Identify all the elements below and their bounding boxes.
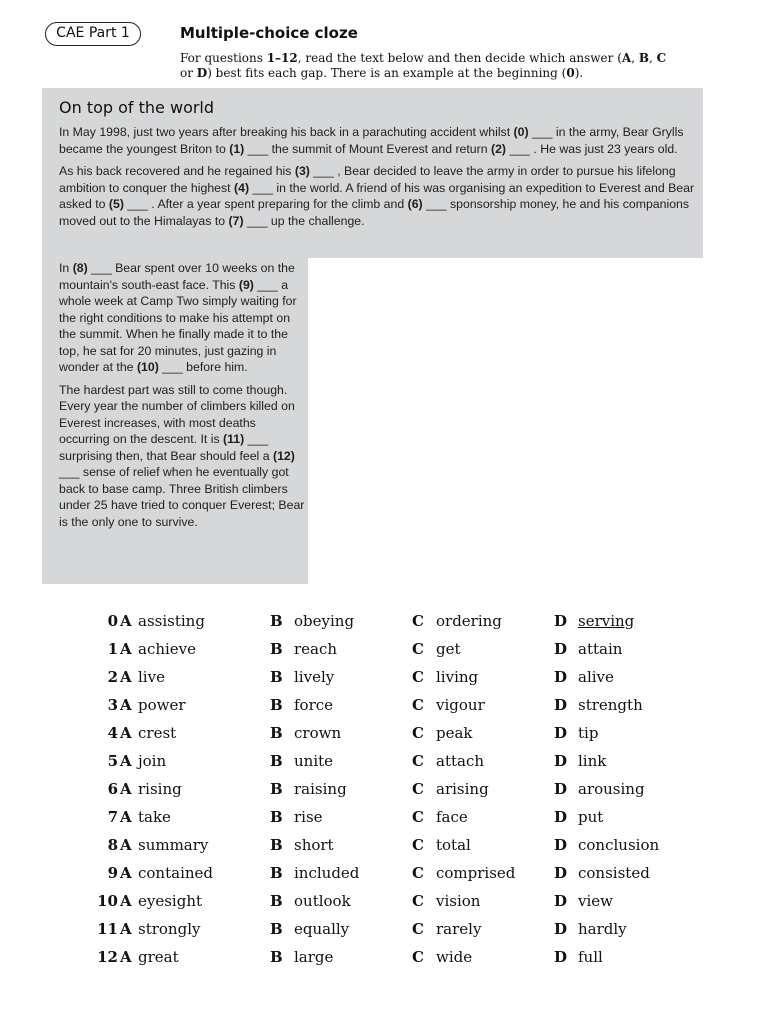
option-c: total [436,836,471,854]
gap-5: (5) [108,197,124,211]
option-letter-d: D [554,640,568,658]
passage-paragraph-2: As his back recovered and he regained his (3) ___ , Bear decided to leave the army in order to pursue his lifelong ambition to conquer the highest (4) ___ in the world. A friend of his was organising an expedition to Everest and Bear asked to (5) ___ . After a year spent preparing for the climb and (6) ___ sponsorship money, he and his companions moved out to the Himalayas to (7) ___ up the challenge. [59,164,695,228]
option-row-2 [90,668,690,696]
option-c: peak [436,724,473,742]
option-letter-d: D [554,920,568,938]
option-d: arousing [578,780,645,798]
option-letter-a: A [120,920,132,938]
option-letter-c: C [412,864,424,882]
option-letter-b: B [270,612,283,630]
option-b: rise [294,808,323,826]
option-letter-c: C [412,612,424,630]
option-letter-b: B [270,892,283,910]
question-number: 1 [107,640,118,658]
option-row-7 [90,808,690,836]
option-letter-d: D [554,864,568,882]
option-letter-b: B [270,808,283,826]
option-letter-a: A [120,696,132,714]
option-letter-b: B [270,640,283,658]
option-row-5 [90,752,690,780]
option-c: living [436,668,479,686]
option-b: force [294,696,334,714]
option-letter-c: C [412,780,424,798]
option-letter-a: A [120,808,132,826]
option-d: attain [578,640,623,658]
option-d: put [578,808,604,826]
option-a: assisting [138,612,205,630]
option-d: strength [578,696,643,714]
option-letter-a: A [120,864,132,882]
question-number: 9 [107,864,118,882]
option-row-4 [90,724,690,752]
passage-box-top [42,88,703,258]
option-letter-a: A [120,948,132,966]
question-number: 6 [107,780,118,798]
option-row-1 [90,640,690,668]
option-row-0 [90,612,690,640]
option-letter-d: D [554,752,568,770]
option-a: strongly [138,920,201,938]
part-badge: CAE Part 1 [45,22,141,46]
option-a: achieve [138,640,197,658]
option-letter-b: B [270,780,283,798]
option-b: obeying [294,612,355,630]
option-letter-a: A [120,892,132,910]
option-d: view [578,892,613,910]
option-a: join [138,752,167,770]
option-letter-c: C [412,808,424,826]
option-letter-c: C [412,920,424,938]
question-number: 12 [97,948,118,966]
option-letter-d: D [554,836,568,854]
option-letter-d: D [554,808,568,826]
option-b: equally [294,920,350,938]
option-letter-b: B [270,948,283,966]
option-a: take [138,808,171,826]
option-row-3 [90,696,690,724]
option-letter-a: A [120,724,132,742]
option-row-8 [90,836,690,864]
option-letter-d: D [554,780,568,798]
question-number: 3 [107,696,118,714]
option-c: get [436,640,461,658]
gap-12: (12) [272,448,295,463]
gap-2: (2) [491,141,507,156]
option-a: crest [138,724,177,742]
option-letter-d: D [554,892,568,910]
question-number: 0 [107,612,118,630]
option-letter-a: A [120,612,132,630]
answer-options [90,612,690,976]
option-row-12 [90,948,690,976]
option-d: conclusion [578,836,660,854]
question-number: 4 [107,724,118,742]
option-letter-a: A [120,780,132,798]
option-letter-b: B [270,920,283,938]
gap-1: (1) [229,141,245,156]
option-letter-c: C [412,892,424,910]
section-title: Multiple-choice cloze [180,24,358,42]
option-d: consisted [578,864,650,882]
passage-paragraph-1: In May 1998, just two years after breaking his back in a parachuting accident whilst (0) ___ in the army, Bear Grylls became the youngest Briton to (1) ___ the summit of Mount Everest and return (2) ___ . He was just 23 years old. [59,125,684,156]
option-c: ordering [436,612,502,630]
option-letter-d: D [554,696,568,714]
option-letter-d: D [554,668,568,686]
question-number: 2 [107,668,118,686]
option-letter-d: D [554,612,568,630]
option-row-11 [90,920,690,948]
gap-4: (4) [234,180,250,195]
option-c: comprised [436,864,516,882]
option-letter-c: C [412,752,424,770]
passage-title: On top of the world [59,98,215,117]
option-b: short [294,836,334,854]
option-c: arising [436,780,489,798]
option-d: hardly [578,920,627,938]
option-c: vision [436,892,481,910]
gap-3: (3) [294,164,310,178]
option-letter-a: A [120,752,132,770]
option-b: lively [294,668,335,686]
option-letter-b: B [270,724,283,742]
option-row-6 [90,780,690,808]
gap-9: (9) [238,277,254,292]
option-letter-c: C [412,668,424,686]
question-number: 10 [97,892,118,910]
option-letter-b: B [270,668,283,686]
option-letter-b: B [270,696,283,714]
option-letter-c: C [412,948,424,966]
option-letter-d: D [554,724,568,742]
question-number: 11 [97,920,118,938]
gap-8: (8) [72,261,88,275]
option-letter-a: A [120,668,132,686]
option-b: raising [294,780,347,798]
gap-6: (6) [407,197,423,211]
option-a: eyesight [138,892,203,910]
option-d: alive [578,668,614,686]
option-letter-c: C [412,724,424,742]
option-c: face [436,808,468,826]
option-b: reach [294,640,338,658]
option-letter-c: C [412,836,424,854]
option-c: vigour [436,696,485,714]
option-letter-b: B [270,864,283,882]
option-b: included [294,864,360,882]
passage-paragraph-4: The hardest part was still to come though. Every year the number of climbers killed on Everest increases, with most deaths occurring on the descent. It is (11) ___ surprising then, that Bear should feel a (12) ___ sense of relief when he eventually got back to base camp. Three British climbers under 25 have tried to conquer Everest; Bear is the only one to survive. [59,382,305,529]
option-c: rarely [436,920,482,938]
option-d: full [578,948,603,966]
gap-10: (10) [136,360,159,374]
option-a: great [138,948,179,966]
option-letter-a: A [120,836,132,854]
option-d: serving [578,612,635,630]
option-letter-c: C [412,640,424,658]
option-a: power [138,696,186,714]
option-letter-b: B [270,836,283,854]
gap-0: (0) [513,125,529,139]
option-a: rising [138,780,182,798]
passage-paragraph-3: In (8) ___ Bear spent over 10 weeks on the mountain's south-east face. This (9) ___ a whole week at Camp Two simply waiting for the right conditions to make his attempt on the summit. When he finally made it to the top, he sat for 20 minutes, just gazing in wonder at the (10) ___ before him. [59,261,297,374]
option-row-10 [90,892,690,920]
option-letter-a: A [120,640,132,658]
question-number: 5 [107,752,118,770]
passage-box-left [42,258,308,584]
gap-11: (11) [223,432,245,446]
option-c: wide [436,948,473,966]
option-letter-b: B [270,752,283,770]
question-number: 7 [107,808,118,826]
option-letter-d: D [554,948,568,966]
option-d: tip [578,724,599,742]
option-d: link [578,752,607,770]
option-a: live [138,668,165,686]
question-number: 8 [107,836,118,854]
option-a: contained [138,864,213,882]
option-c: attach [436,752,485,770]
option-b: unite [294,752,334,770]
option-b: large [294,948,334,966]
gap-7: (7) [228,213,244,228]
option-b: crown [294,724,342,742]
option-letter-c: C [412,696,424,714]
option-b: outlook [294,892,351,910]
instructions: For questions 1–12, read the text below and then decide which answer (A, B, C or D) best fits each gap. There is an example at the beginning (0). [180,51,667,80]
option-a: summary [138,836,209,854]
option-row-9 [90,864,690,892]
